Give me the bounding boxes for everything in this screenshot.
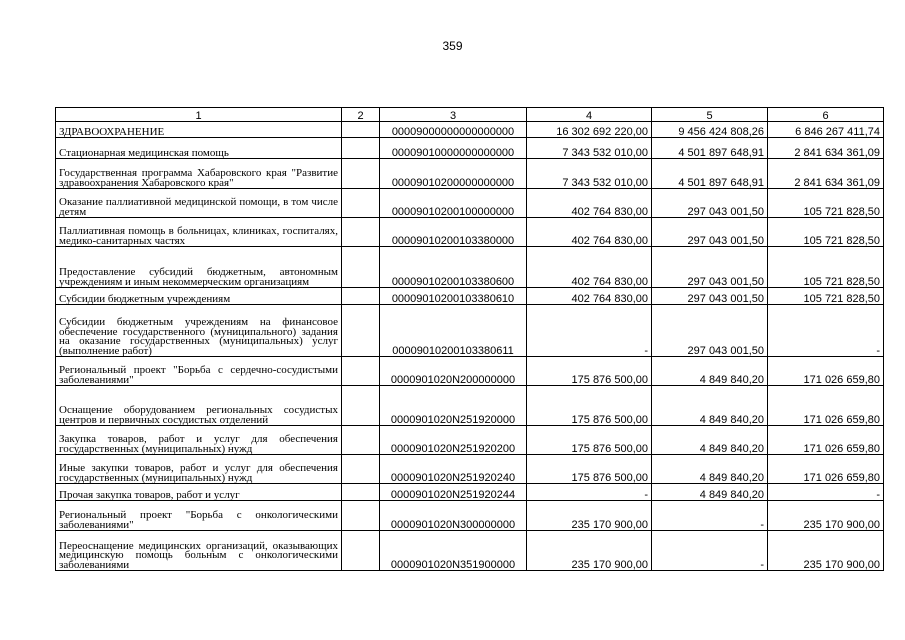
row-name: Оснащение оборудованием региональных сосудистых центров и первичных сосудистых отделений <box>56 386 342 426</box>
table-row <box>56 122 884 138</box>
row-value-6: 171 026 659,80 <box>768 386 884 426</box>
table-row <box>56 386 884 426</box>
row-value-6: 171 026 659,80 <box>768 455 884 484</box>
row-value-6: 2 841 634 361,09 <box>768 159 884 189</box>
row-value-4: 235 170 900,00 <box>527 531 652 571</box>
table-row <box>56 501 884 531</box>
table-row <box>56 426 884 455</box>
row-name: Стационарная медицинская помощь <box>56 138 342 159</box>
row-code: 00009010200000000000 <box>380 159 527 189</box>
row-col2 <box>342 288 380 305</box>
row-value-5: 4 501 897 648,91 <box>652 159 768 189</box>
row-value-5: 297 043 001,50 <box>652 189 768 218</box>
row-code: 00009000000000000000 <box>380 122 527 138</box>
table-row <box>56 218 884 247</box>
row-value-5: - <box>652 501 768 531</box>
row-value-6: - <box>768 484 884 501</box>
table-row <box>56 247 884 288</box>
row-col2 <box>342 357 380 386</box>
row-value-6: 105 721 828,50 <box>768 218 884 247</box>
row-col2 <box>342 386 380 426</box>
row-name: ЗДРАВООХРАНЕНИЕ <box>56 122 342 138</box>
row-code: 0000901020N200000000 <box>380 357 527 386</box>
row-value-6: 105 721 828,50 <box>768 247 884 288</box>
row-value-6: 105 721 828,50 <box>768 288 884 305</box>
row-value-6: 171 026 659,80 <box>768 426 884 455</box>
row-col2 <box>342 122 380 138</box>
row-code: 00009010200103380610 <box>380 288 527 305</box>
row-col2 <box>342 247 380 288</box>
row-value-4: - <box>527 484 652 501</box>
row-col2 <box>342 218 380 247</box>
table-header-row <box>56 108 884 122</box>
row-name: Предоставление субсидий бюджетным, автономным учреждениям и иным некоммерческим организациям <box>56 247 342 288</box>
row-value-4: 175 876 500,00 <box>527 357 652 386</box>
row-name: Иные закупки товаров, работ и услуг для обеспечения государственных (муниципальных) нужд <box>56 455 342 484</box>
row-name: Паллиативная помощь в больницах, клиниках, госпиталях, медико-санитарных частях <box>56 218 342 247</box>
row-code: 0000901020N251920000 <box>380 386 527 426</box>
row-value-5: - <box>652 531 768 571</box>
row-name: Переоснащение медицинских организаций, оказывающих медицинскую помощь больным с онкологическими заболеваниями <box>56 531 342 571</box>
row-value-6: - <box>768 305 884 357</box>
row-col2 <box>342 484 380 501</box>
column-header: 5 <box>652 108 768 122</box>
row-code: 0000901020N251920240 <box>380 455 527 484</box>
row-value-6: 105 721 828,50 <box>768 189 884 218</box>
row-value-5: 9 456 424 808,26 <box>652 122 768 138</box>
column-header: 1 <box>56 108 342 122</box>
table-row <box>56 288 884 305</box>
row-code: 00009010200103380000 <box>380 218 527 247</box>
row-value-6: 2 841 634 361,09 <box>768 138 884 159</box>
row-value-4: 402 764 830,00 <box>527 247 652 288</box>
row-value-4: 402 764 830,00 <box>527 189 652 218</box>
row-name: Региональный проект "Борьба с онкологическими заболеваниями" <box>56 501 342 531</box>
row-code: 0000901020N300000000 <box>380 501 527 531</box>
row-value-5: 297 043 001,50 <box>652 247 768 288</box>
row-value-5: 4 849 840,20 <box>652 426 768 455</box>
column-header: 3 <box>380 108 527 122</box>
row-value-5: 4 849 840,20 <box>652 455 768 484</box>
row-col2 <box>342 305 380 357</box>
table-row <box>56 189 884 218</box>
row-value-5: 4 501 897 648,91 <box>652 138 768 159</box>
row-value-4: 16 302 692 220,00 <box>527 122 652 138</box>
row-code: 0000901020N351900000 <box>380 531 527 571</box>
row-value-5: 297 043 001,50 <box>652 218 768 247</box>
row-code: 00009010200103380600 <box>380 247 527 288</box>
row-value-5: 4 849 840,20 <box>652 484 768 501</box>
budget-table <box>55 107 884 571</box>
row-value-4: 235 170 900,00 <box>527 501 652 531</box>
row-col2 <box>342 159 380 189</box>
row-value-5: 4 849 840,20 <box>652 357 768 386</box>
row-name: Государственная программа Хабаровского края "Развитие здравоохранения Хабаровского края" <box>56 159 342 189</box>
row-name: Оказание паллиативной медицинской помощи, в том числе детям <box>56 189 342 218</box>
row-code: 00009010000000000000 <box>380 138 527 159</box>
row-name: Региональный проект "Борьба с сердечно-сосудистыми заболеваниями" <box>56 357 342 386</box>
row-col2 <box>342 426 380 455</box>
table-row <box>56 159 884 189</box>
table-row <box>56 357 884 386</box>
row-col2 <box>342 501 380 531</box>
row-col2 <box>342 531 380 571</box>
row-value-4: 175 876 500,00 <box>527 426 652 455</box>
row-value-4: 7 343 532 010,00 <box>527 159 652 189</box>
row-value-6: 235 170 900,00 <box>768 531 884 571</box>
table-row <box>56 138 884 159</box>
row-col2 <box>342 189 380 218</box>
page-number: 359 <box>442 39 463 53</box>
row-col2 <box>342 455 380 484</box>
row-code: 0000901020N251920200 <box>380 426 527 455</box>
row-code: 0000901020N251920244 <box>380 484 527 501</box>
row-value-4: - <box>527 305 652 357</box>
row-code: 00009010200103380611 <box>380 305 527 357</box>
table-row <box>56 455 884 484</box>
row-name: Прочая закупка товаров, работ и услуг <box>56 484 342 501</box>
row-value-5: 297 043 001,50 <box>652 305 768 357</box>
row-value-4: 7 343 532 010,00 <box>527 138 652 159</box>
row-code: 00009010200100000000 <box>380 189 527 218</box>
row-name: Субсидии бюджетным учреждениям на финансовое обеспечение государственного (муниципального) задания на оказание государственных (муниципальных) услуг (выполнение работ) <box>56 305 342 357</box>
table-row <box>56 305 884 357</box>
row-value-6: 235 170 900,00 <box>768 501 884 531</box>
table-row <box>56 484 884 501</box>
row-value-5: 4 849 840,20 <box>652 386 768 426</box>
table-row <box>56 531 884 571</box>
row-col2 <box>342 138 380 159</box>
row-value-6: 6 846 267 411,74 <box>768 122 884 138</box>
row-value-4: 175 876 500,00 <box>527 386 652 426</box>
row-value-4: 175 876 500,00 <box>527 455 652 484</box>
row-name: Закупка товаров, работ и услуг для обеспечения государственных (муниципальных) нужд <box>56 426 342 455</box>
column-header: 6 <box>768 108 884 122</box>
row-name: Субсидии бюджетным учреждениям <box>56 288 342 305</box>
row-value-4: 402 764 830,00 <box>527 288 652 305</box>
column-header: 4 <box>527 108 652 122</box>
column-header: 2 <box>342 108 380 122</box>
row-value-5: 297 043 001,50 <box>652 288 768 305</box>
row-value-6: 171 026 659,80 <box>768 357 884 386</box>
row-value-4: 402 764 830,00 <box>527 218 652 247</box>
